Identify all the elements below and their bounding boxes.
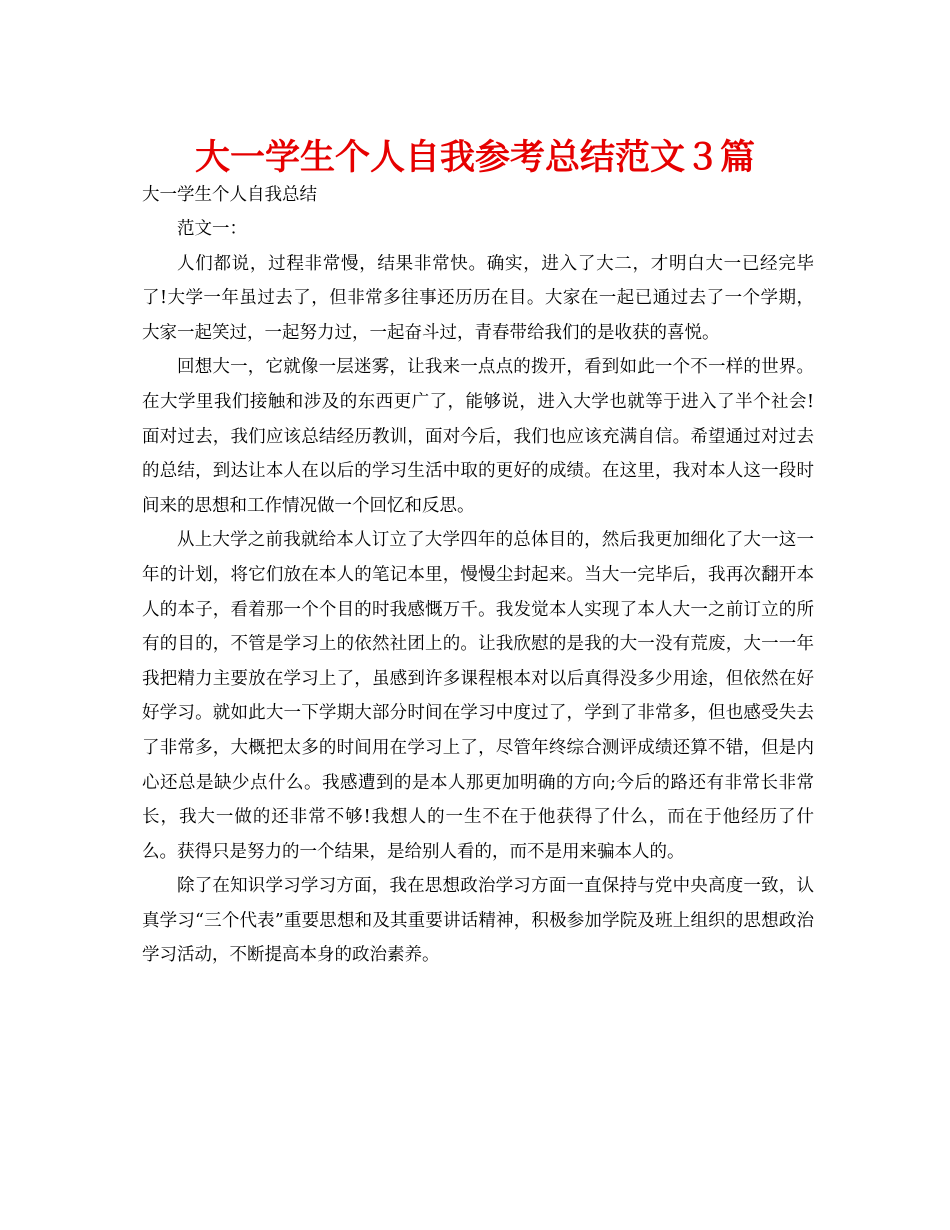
document-subtitle: 大一学生个人自我总结: [142, 185, 317, 205]
document-title: 大一学生个人自我参考总结范文３篇: [194, 138, 755, 178]
paragraph: 人们都说，过程非常慢，结果非常快。确实，进入了大二，才明白大一已经完毕了!大学一年虽过去了，但非常多往事还历历在目。大家在一起已通过去了一个学期，大家一起笑过，一起努力过，一起奋斗过，青春带给我们的是收获的喜悦。: [142, 253, 814, 343]
paragraph: 除了在知识学习学习方面，我在思想政治学习方面一直保持与党中央高度一致，认真学习“三个代表”重要思想和及其重要讲话精神，积极参加学院及班上组织的思想政治学习活动，不断提高本身的政治素养。: [142, 876, 814, 966]
paragraph: 回想大一，它就像一层迷雾，让我来一点点的拨开，看到如此一个不一样的世界。在大学里我们接触和涉及的东西更广了，能够说，进入大学也就等于进入了半个社会!面对过去，我们应该总结经历教训，面对今后，我们也应该充满自信。希望通过对过去的总结，到达让本人在以后的学习生活中取的更好的成绩。在这里，我对本人这一段时间来的思想和工作情况做一个回忆和反思。: [142, 357, 814, 516]
paragraph-label: 范文一：: [177, 219, 247, 239]
paragraph: 从上大学之前我就给本人订立了大学四年的总体目的，然后我更加细化了大一这一年的计划，将它们放在本人的笔记本里，慢慢尘封起来。当大一完毕后，我再次翻开本人的本子，看着那一个个目的时我感慨万千。我发觉本人实现了本人大一之前订立的所有的目的，不管是学习上的依然社团上的。让我欣慰的是我的大一没有荒废，大一一年我把精力主要放在学习上了，虽感到许多课程根本对以后真得没多少用途，但依然在好好学习。就如此大一下学期大部分时间在学习中度过了，学到了非常多，但也感受失去了非常多，大概把太多的时间用在学习上了，尽管年终综合测评成绩还算不错，但是内心还总是缺少点什么。我感遭到的是本人那更加明确的方向;今后的路还有非常长非常长，我大一做的还非常不够!我想人的一生不在于他获得了什么，而在于他经历了什么。获得只是努力的一个结果，是给别人看的，而不是用来骗本人的。: [142, 530, 814, 862]
document-body: [142, 212, 814, 973]
